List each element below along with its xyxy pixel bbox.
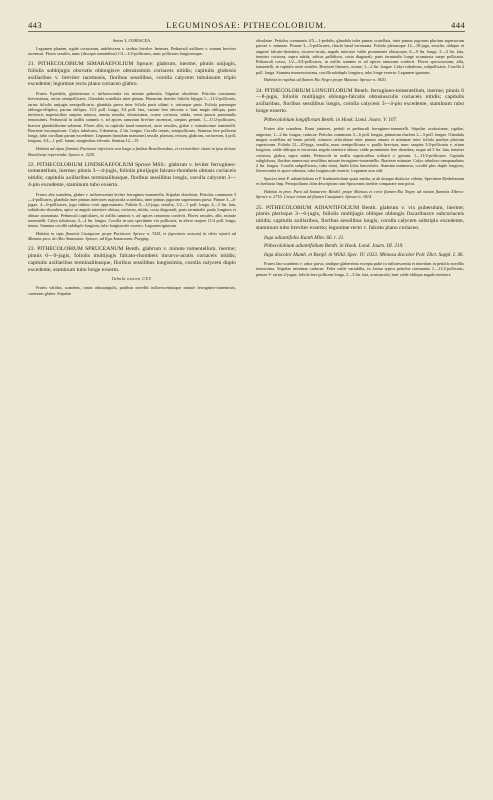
species-25-synonym-3: Inga discolor Humb. et Bonpl. in Willd. Spec. IV. 1023. Mimosa discolor Poir. Dict. Suppl. I. 46. [264, 252, 464, 259]
series-description: Legumen planum, rigide coriaceum, indehiscens v. tardius bivalve. Inermes. Pedunculi axillares v. summi breviter racemosi. Flores sessiles, nunc (discque staminibus) 1/3—1/2-pollicares, nunc pollicares longioresque. [28, 45, 236, 57]
species-25-diagnosis: 25. PITHECOLOBIUM ADIANTIFOLIUM Benth. glabrum v. vix puberulum, inerme; pinnis plerisque 3—6-jugis, foliolis multijugis oblique oblongis fiscaribusve subcoriaceis nitidis; capitulis axillaribus, floribus sessilibus longis, corolla calycem subtriplo excedente, staminum tubo breviter exserto; legumine recto v. falcato plano coriaceo. [256, 204, 464, 231]
species-25-synonym-2: Pithecolobium adiantifolium Benth. in Hook. Lond. Journ. III. 219. [264, 243, 404, 250]
species-23-plate-reference: Tabula nostra CXV. [111, 276, 153, 282]
running-title: LEGUMINOSAE: PITHECOLOBIUM. [166, 20, 327, 30]
species-23-habitat: Habitat in rupibus ad flumen Rio Negro prope Manaos: Spruce n. 1820. [264, 77, 387, 83]
right-column [256, 38, 464, 280]
left-column [28, 38, 236, 299]
species-24-synonym: Pithecolobium longiflorum Benth. in Hook. Lond. Journ. V. 107. [264, 117, 398, 124]
page-number-left: 443 [28, 20, 42, 30]
species-22-diagnosis: 22. PITHECOLOBIUM LINDSEAEFOLIUM Spruce MSS.: glabrum v. leviter ferrugineo-tomentellum, inerme; pinnis 3—4-jugis, foliolis plurijugis falcato-rhombeis obtusis coriaceis nitidis; capitulis axillaribus terminalibusque, floribus sessilibus longis, corolla calycem 3—4-plo excedente, staminum tubo exserto. [28, 161, 236, 188]
species-23-diagnosis: 23. PITHECOLOBIUM SPRUCEANUM Benth. glabrum v. minute tomentellum, inerme; pinnis 6—9-jugis, foliolis multijugis falcato-rhombeis incurvo-acutis coriaceis nitidis; capitulis axillaribus terminalibusque, floribus sessilibus longissimis, corolla calycem duplo excedente, staminum tubo longe exserto. [28, 246, 236, 273]
species-21-diagnosis: 21. PITHECOLOBIUM SIMARAEFOLIUM Spruce: glabrum, inerme; pinnis unijugis, foliolis subbijugis obovatis oblongisve obtusissimis coriaceis nitidis; capitulis globosis axillaribus v. breviter racemosis, floribus sessilibus, corolla calycem tubulosum triplo excedente; legumine recto plano coriaceo glabro. [28, 61, 236, 88]
species-25-synonym-1: Inga adiantifolia Kunth Mim. 66. t. 21. [264, 234, 345, 241]
species-23-description-continued: obsoletae. Petiolus communis 4/5—1-pedalis; glandula infra pinnas scutellata, inter pinnas jugorum plurium superiorum parvae v. minutae. Pinnae 3—5-pollicares, rhachi haud incrassata. Foliola plerumque 12—18-juga, sessilia, oblique et anguste falcato-rhombea, incurvo-acuta, angulo interiore valde prominente obtusoque, 6—9 lin. longa, 3—4 lin. lata, tenuiter coriacea, supra nitida, subtus pallidiora, costa diagonali; paris terminalis longe acuminata saepe pollicaria. Pedunculi crassi, 1/2—3/4-pollicares, in axillis summis et ad apices ramorum confecti. Flores speciosissimi, albi, tomentelli, in capitulo arcte sessiles. Bracteae lineares, acutae, 1—2 lin. longae. Calyx tubulosus, subpollicaris. Corolla 2 poll. longa. Stamina numerosissima, corollà subduplo longiora, tubo longe exserto. Legumen ignotum. [256, 38, 464, 75]
species-21-description: Frutex 8-pedalis, glaberrimus v. inflorescentia vix minute puberula. Stipulae obsoletae. Petiolus communis brevissimus, rarius semipollicaris. Glandula scutellata inter pinnas. Pinnarum rhachis foliolis bijugis 1—11/2-pollicaris, rarius foliolis unijugis semipollicaris; glandula parva inter foliola paris ultimi v. utriusque paris. Foliola parumque oblongo-elliptica, parum obliqua, 11/2 poll. longa, 3/4 poll. lata, variant fere obovata v. basi magis obliqua, paris inferioris superioribus saepius minora, omnia sessilia, obtusissima, crasse coriacea, nitida, venis paucis prominulis tenuissimis. Pedunculi in axillis summis v. ad apices ramorum breviter racemosi, saepius gemini, 1—11/2-pollicares, bractea glanduliforme subtensi. Flores albi, in capitulo haud numerosi, arcte sessiles, glabri v. minutissime tomentelli. Bracteae inconspicuae. Calyx tubulosus, 5-dentatus, 2 lin. longus. Corolla tenuis, semipollicaris. Stamina fere pollicem longa, tubo corollam parum excedente. Legumen (nondum maturum) sessile, planum, rectum, glabrum, coriaceum, 4 poll. longum, 3/4—1 poll. latum, marginibus elevatis. Semina 12—15. [28, 91, 236, 144]
species-22-description: Frutex alte scandens, glaber v. inflorescentia leviter ferrugineo-tomentella. Stipulae obsoletae. Petiolus communis 3—4-pollicaris, glandula inter pinnas inferiores majuscula scutellata, inter pinnas jugorum superiorum parva. Pinnae 3—4-jugae, 4—6-pollicares, jugo infimo costi approximato. Foliola 8—12-juga, sessilia, 1/2—1 poll. longa, 4—5 lin. lata, subfalcato-rhombea, apice ut angulo interiore obtusa, coriacea, nitida, costa diagonali; paris terminalis paulo longiora et obtuse acuminata. Pedunculi capitulares, in axillis summis v. ad apices ramorum confecti. Flores sessiles, albi, minute tomentelli. Calyx tubulosus, 3—4 lin. longus. Corolla in uno specimine vix pollicaris, in altero majore 11/4 poll. longa, tenuis. Stamina corollà subduplo longiora, tubo longiuscule exserto. Legumen ignotum. [28, 191, 236, 229]
running-header [28, 20, 465, 30]
species-24-note: Species inter P. adiantifolium et P. lindseaefolium quasi media, at ab utraque distincta videtur. Specimen Riedelianum ex herbario Imp. Petropolitano olim descriptum cum Spruceanis inedite comparare non potui. [256, 176, 464, 187]
page-number-right: 444 [451, 20, 465, 30]
species-25-description: Frutex late scandens v. arbor parva, undique glaberrima excepta pube in inflorescentia et interdum in petiolis novellis tenuissima. Stipulae minimae caducae. Folia valde variabilia, in forma typica petiolus communis 1—11/2-pollicaris, pinnae 3- rarius 2-jugae, foliola fere pollicem longa, 2—3 lin. lata, acutiuscula, basi valde obliqua angulo interiore [256, 261, 464, 277]
species-22-habitat: Habitat in ripis fluminis Casiquiare prope Pacimoni: Spruce n. 3325, et (specimen unicum) in silvis riparii ad Manaos prov. do Alto Amazonas: Spruce; ad Ega Amazonum: Poeppig. [28, 230, 236, 242]
species-23-description: Frutex validus, scandens, ramis obtusangulis, partibus novellis inflorescentiisque minute ferrugineo-tomentosis, caeterum glaber. Stipulae [28, 285, 236, 296]
species-24-description: Frutex alte scandens. Rami juniores, petioli et pedunculi ferrugineo-tomentelli. Stipulae acutissimae, rigidae, angustae, 1—2 lin. longae, caducae. Petiolus communis 3—6 poll. longus, pinnarum rhachea 2—3 poll. longae. Glandula magna scutellata ad basin petioli, minores orbiculatae inter pinnas omnes et minimae inter foliola paribus plurium superiorum. Foliola 12—20-juga, sessilia, nunc semipollicaria v. paullo breviora, nunc saepius 3/4-pollicaria v. etiam longiora, valde obliqua et incurvata angulo interiore obtuso valde prominente fere rhombea, usque ad 3 lin. lata, tenuiter coriacea, glabra, supra nitida. Pedunculi in axillis superioribus solitarii v. gemini, 1—11/2-pollicares. Capitula subglobosa, floribus numerosis sessilibus minute ferrugineo-tomentellis. Bracteae minutae. Calyx tubuloso-campanulatus 2 lin. longus. Corolla subpollicaris, tubo tenui, limbi lobis lanceolatis. Stamina numerosa, corollà plus duplo longiora, flavescentia et apice rubentia, tubo longiuscule exserto. Legumen non vidi. [256, 126, 464, 174]
species-24-habitat: Habitat in prov. Para ad Santarem: Riedel; prope Manaos et certe flumen Rio Negro ad ostium fluminis Xiberu: Spruce n. 2716. Cresce etiam ad flumen Casiquiari: Spruce n. 3414. [256, 189, 464, 200]
species-21-habitat: Habitat ad ripas fluminis Pacimoni inferioris non longe a finibus Brasiliensibus, et verisimiliter etiam in ipsa ditione Brasiliensi reperienda: Spruce n. 3229. [28, 146, 236, 157]
species-24-diagnosis: 24. PITHECOLOBIUM LONGIFLORUM Benth. ferrugineo-tomentellum, inerme; pinnis 6—8-jugis, foliolis multijugis oblongo-falcatis obtusiusculis coriaceis nitidis; capitulis axillaribus, floribus sessilibus longis, corolla calycem 3—4-plo excedente, staminum tubo longe exserto. [256, 87, 464, 114]
series-heading: Series 3. CORIACEA. [112, 38, 152, 43]
header-rule [28, 31, 465, 32]
